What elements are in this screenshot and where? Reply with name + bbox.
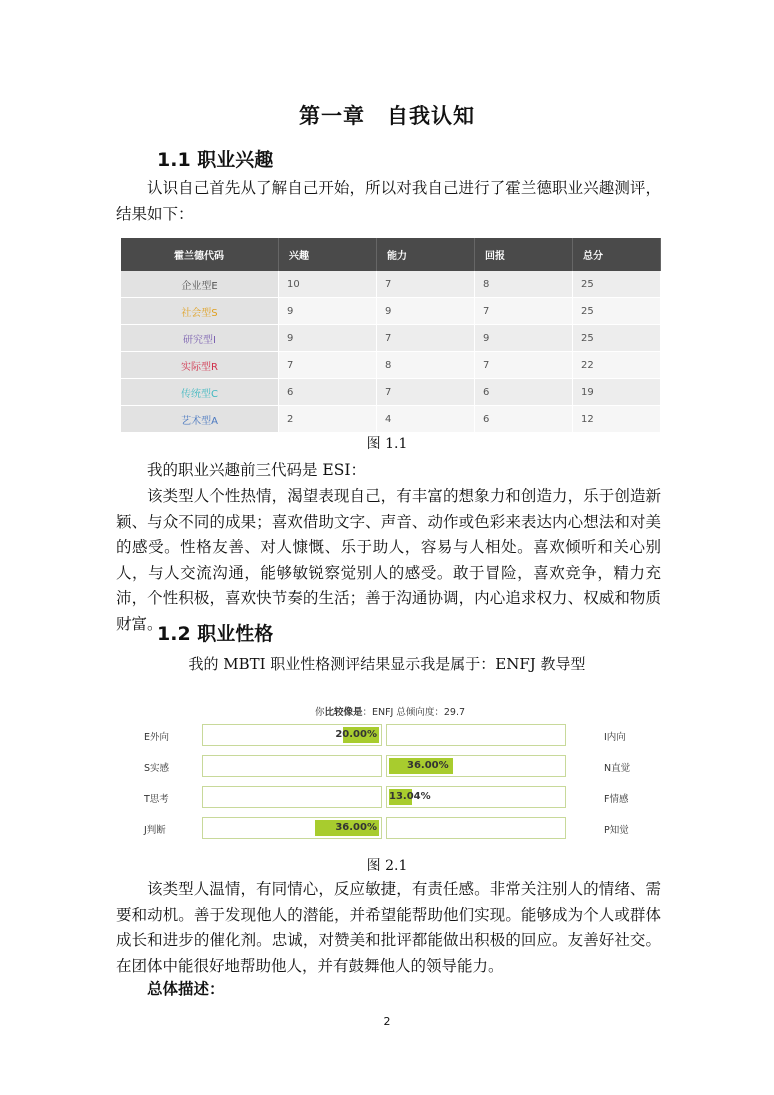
holland-value-cell: 9 xyxy=(377,298,475,325)
holland-value-cell: 25 xyxy=(573,325,661,352)
holland-value-cell: 19 xyxy=(573,379,661,406)
enfj-description: 该类型人温情，有同情心，反应敏捷，有责任感。非常关注别人的情绪、需要和动机。善于发现他人的潜能，并希望能帮助他们实现。能够成为个人或群体成长和进步的催化剂。忠诚，对赞美和批评都能做出积极的回应。友善好社交。在团体中能很好地帮助他人，并有鼓舞他人的领导能力。 xyxy=(116,880,661,975)
section-title-personality: 1.2 职业性格 xyxy=(157,623,274,645)
esi-description: 该类型人个性热情，渴望表现自己，有丰富的想象力和创造力，乐于创造新颖、与众不同的成果；喜欢借助文字、声音、动作或色彩来表达内心想法和对美的感受。性格友善、对人慷慨、乐于助人，容易与人相处。喜欢倾听和关心别人，与人交流沟通，能够敏锐察觉别人的感受。敢于冒险，喜欢竞争，精力充沛，个性积极，喜欢快节奏的生活；善于沟通协调，内心追求权力、权威和物质财富。 xyxy=(116,487,661,633)
mbti-header-bold: 比较像是 xyxy=(324,707,363,718)
holland-value-cell: 9 xyxy=(279,298,377,325)
intro-paragraph: 认识自己首先从了解自己开始，所以对我自己进行了霍兰德职业兴趣测评，结果如下： xyxy=(116,179,661,223)
chapter-title: 第一章 自我认知 xyxy=(299,103,475,128)
holland-value-cell: 8 xyxy=(377,352,475,379)
mbti-left-bar xyxy=(202,786,382,808)
mbti-header-suffix: ：ENFJ 总倾向度：29.7 xyxy=(362,707,466,718)
mbti-right-bar xyxy=(386,724,566,746)
mbti-row xyxy=(120,724,660,746)
mbti-right-bar xyxy=(386,786,566,808)
holland-value-cell: 6 xyxy=(475,406,573,433)
holland-row xyxy=(121,352,661,379)
holland-value-cell: 25 xyxy=(573,298,661,325)
holland-value-cell: 8 xyxy=(475,271,573,298)
header-code: 霍兰德代码 xyxy=(121,238,279,271)
figure-2-caption: 图 2.1 xyxy=(366,858,408,874)
holland-value-cell: 4 xyxy=(377,406,475,433)
mbti-header xyxy=(120,704,660,718)
holland-value-cell: 2 xyxy=(279,406,377,433)
header-ability: 能力 xyxy=(377,238,475,271)
mbti-row xyxy=(120,755,660,777)
mbti-right-label: F情感 xyxy=(604,794,629,805)
holland-row xyxy=(121,325,661,352)
holland-value-cell: 7 xyxy=(475,352,573,379)
mbti-left-label: S实感 xyxy=(144,763,170,774)
header-reward: 回报 xyxy=(475,238,573,271)
mbti-bar-value: 13.04% xyxy=(389,791,431,802)
mbti-right-label: P知觉 xyxy=(604,825,629,836)
mbti-left-bar xyxy=(202,817,382,839)
mbti-header-prefix: 你 xyxy=(314,707,325,718)
holland-code-cell: 社会型S xyxy=(121,298,279,325)
header-interest: 兴趣 xyxy=(279,238,377,271)
mbti-left-label: J判断 xyxy=(144,825,166,836)
mbti-left-bar xyxy=(202,724,382,746)
mbti-bar-value: 20.00% xyxy=(335,729,377,740)
figure-1-caption: 图 1.1 xyxy=(366,436,408,452)
holland-value-cell: 6 xyxy=(279,379,377,406)
mbti-right-bar xyxy=(386,817,566,839)
mbti-right-bar xyxy=(386,755,566,777)
top-codes-line: 我的职业兴趣前三代码是 ESI： xyxy=(147,461,366,479)
mbti-bar-value: 36.00% xyxy=(335,822,377,833)
holland-value-cell: 9 xyxy=(279,325,377,352)
holland-value-cell: 10 xyxy=(279,271,377,298)
holland-row xyxy=(121,406,661,433)
mbti-right-label: N直觉 xyxy=(604,763,631,774)
mbti-left-bar xyxy=(202,755,382,777)
holland-value-cell: 7 xyxy=(279,352,377,379)
holland-value-cell: 7 xyxy=(377,271,475,298)
holland-value-cell: 9 xyxy=(475,325,573,352)
mbti-left-label: T思考 xyxy=(144,794,169,805)
mbti-row xyxy=(120,786,660,808)
holland-value-cell: 6 xyxy=(475,379,573,406)
holland-code-cell: 企业型E xyxy=(121,271,279,298)
section-title-interest: 1.1 职业兴趣 xyxy=(157,149,274,171)
holland-value-cell: 25 xyxy=(573,271,661,298)
mbti-right-label: I内向 xyxy=(604,732,626,743)
holland-table-header xyxy=(121,238,661,271)
mbti-row xyxy=(120,817,660,839)
holland-code-cell: 实际型R xyxy=(121,352,279,379)
holland-row xyxy=(121,271,661,298)
holland-value-cell: 7 xyxy=(475,298,573,325)
page-number: 2 xyxy=(383,1015,391,1028)
holland-value-cell: 12 xyxy=(573,406,661,433)
mbti-intro: 我的 MBTI 职业性格测评结果显示我是属于：ENFJ 教导型 xyxy=(188,655,586,673)
holland-value-cell: 7 xyxy=(377,379,475,406)
holland-code-cell: 艺术型A xyxy=(121,406,279,433)
holland-value-cell: 22 xyxy=(573,352,661,379)
mbti-chart xyxy=(120,700,660,850)
header-total: 总分 xyxy=(573,238,661,271)
holland-code-cell: 研究型I xyxy=(121,325,279,352)
holland-row xyxy=(121,298,661,325)
overall-description-label: 总体描述： xyxy=(147,980,225,998)
mbti-bar-value: 36.00% xyxy=(407,760,449,771)
holland-code-cell: 传统型C xyxy=(121,379,279,406)
holland-row xyxy=(121,379,661,406)
holland-value-cell: 7 xyxy=(377,325,475,352)
mbti-left-label: E外向 xyxy=(144,732,170,743)
holland-table xyxy=(121,238,661,433)
